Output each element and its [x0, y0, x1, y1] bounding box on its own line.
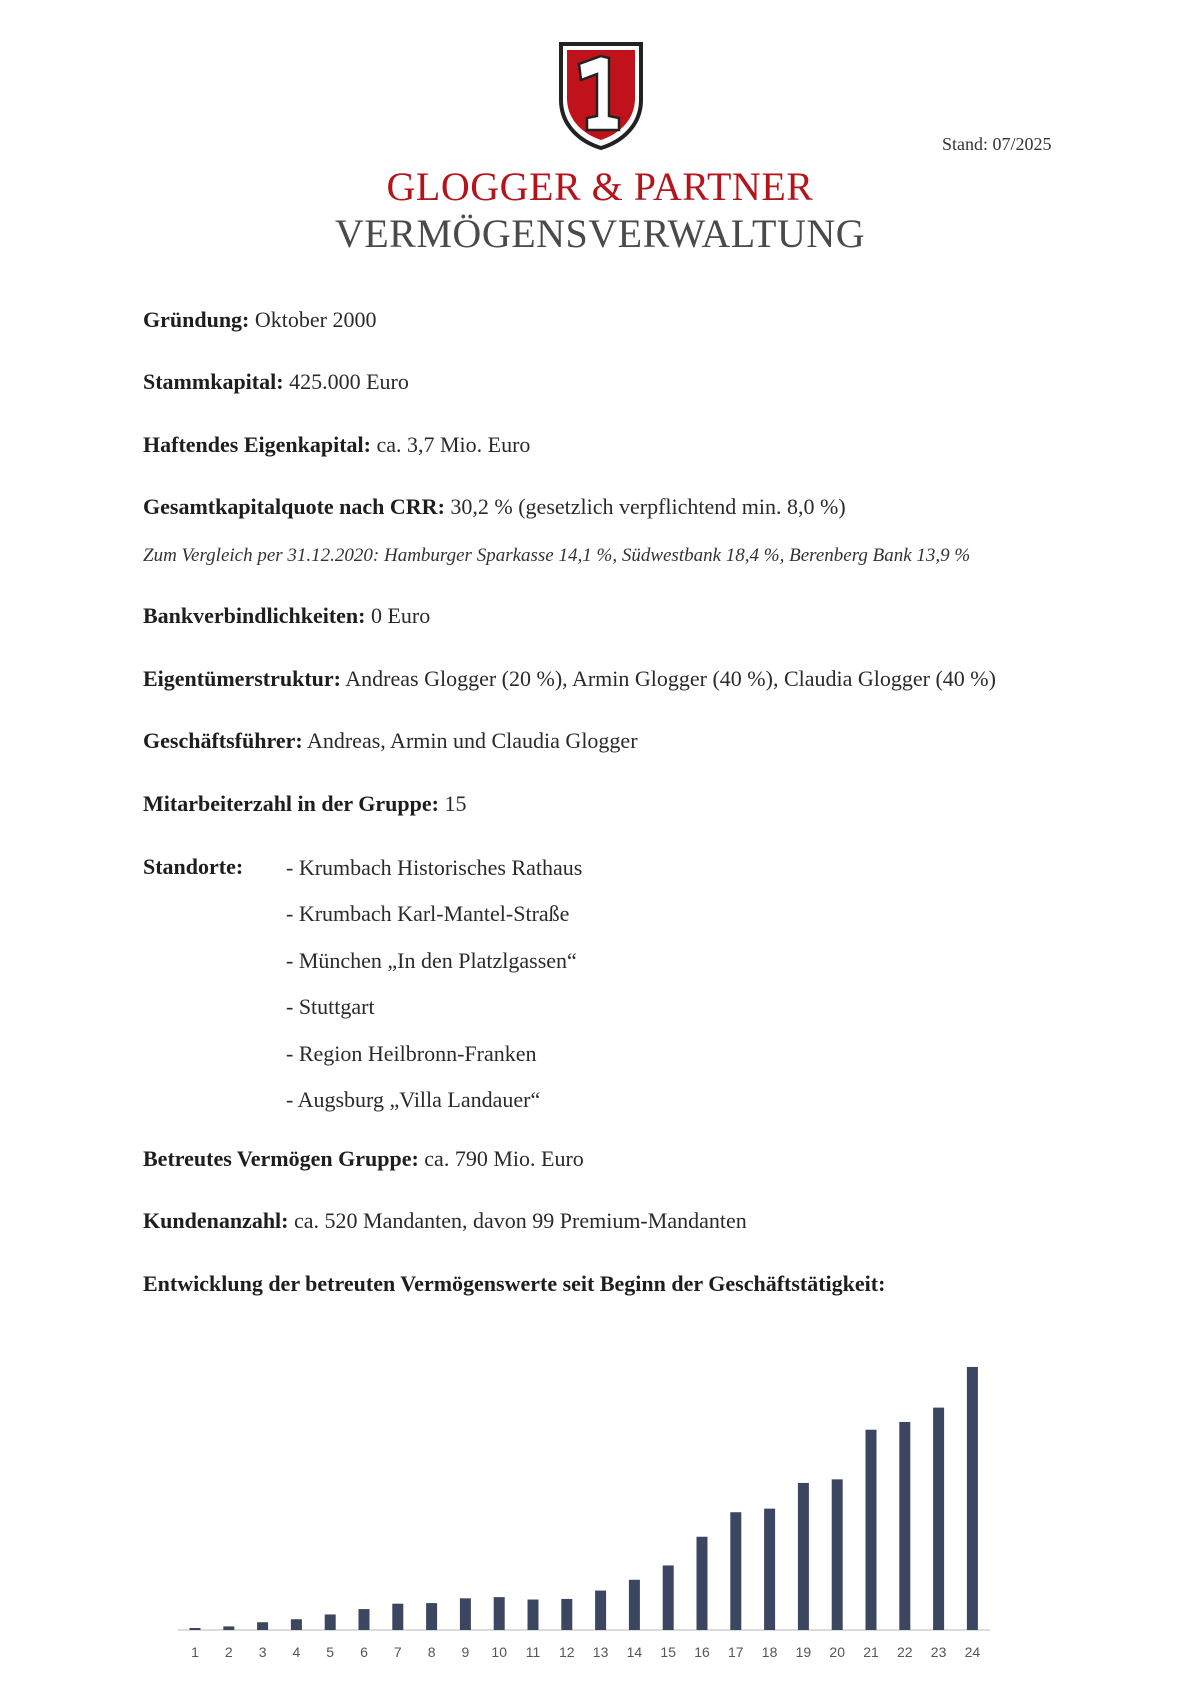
fact-stammkapital	[143, 369, 409, 395]
fact-value: ca. 3,7 Mio. Euro	[376, 432, 531, 457]
bar-10	[494, 1597, 505, 1630]
fact-label: Stammkapital:	[143, 369, 284, 394]
bar-5	[325, 1614, 336, 1630]
fact-kapitalquote	[143, 494, 846, 520]
bar-16	[697, 1537, 708, 1630]
fact-label: Eigentümerstruktur:	[143, 666, 341, 691]
fact-value: 15	[444, 791, 467, 816]
shield-logo-icon	[555, 38, 647, 150]
x-tick-label: 3	[258, 1644, 267, 1660]
bar-24	[967, 1367, 978, 1630]
x-tick-label: 15	[660, 1644, 676, 1660]
fact-value: ca. 520 Mandanten, davon 99 Premium-Mandanten	[294, 1208, 747, 1233]
x-tick-label: 11	[525, 1644, 541, 1660]
bar-12	[561, 1599, 572, 1630]
bar-8	[426, 1603, 437, 1630]
x-tick-label: 10	[491, 1644, 507, 1660]
assets-bar-chart	[170, 1345, 1010, 1675]
list-item: - Krumbach Karl-Mantel-Straße	[286, 901, 570, 927]
fact-mitarbeiter	[143, 791, 466, 817]
x-tick-label: 7	[393, 1644, 402, 1660]
x-tick-label: 8	[427, 1644, 436, 1660]
bar-9	[460, 1598, 471, 1630]
bar-4	[291, 1619, 302, 1630]
fact-label: Kundenanzahl:	[143, 1208, 289, 1233]
bar-3	[257, 1622, 268, 1630]
x-tick-label: 16	[694, 1644, 710, 1660]
list-item: - Krumbach Historisches Rathaus	[286, 855, 583, 880]
bar-18	[764, 1509, 775, 1630]
fact-eigenkapital	[143, 432, 530, 458]
x-tick-label: 22	[897, 1644, 913, 1660]
fact-value: Andreas, Armin und Claudia Glogger	[306, 728, 638, 753]
fact-label: Geschäftsführer:	[143, 728, 303, 753]
x-tick-label: 21	[863, 1644, 879, 1660]
fact-label: Gesamtkapitalquote nach CRR:	[143, 494, 445, 519]
fact-value: 0 Euro	[370, 603, 431, 628]
chart-title: Entwicklung der betreuten Vermögenswerte seit Beginn der Geschäftstätigkeit:	[143, 1271, 886, 1296]
brand-subtitle: VERMÖGENSVERWALTUNG	[334, 211, 866, 256]
fact-value: Andreas Glogger (20 %), Armin Glogger (40 %), Claudia Glogger (40 %)	[345, 666, 996, 691]
bar-2	[223, 1626, 234, 1630]
x-tick-label: 2	[224, 1644, 233, 1660]
x-tick-label: 9	[461, 1644, 470, 1660]
x-tick-label: 1	[191, 1644, 199, 1660]
fact-value: 30,2 % (gesetzlich verpflichtend min. 8,0 %)	[450, 494, 846, 519]
fact-value: ca. 790 Mio. Euro	[424, 1146, 584, 1171]
fact-value: Oktober 2000	[254, 307, 377, 332]
bar-21	[866, 1430, 877, 1630]
fact-kundenanzahl	[143, 1208, 747, 1234]
fact-label: Haftendes Eigenkapital:	[143, 432, 371, 457]
bar-22	[899, 1422, 910, 1630]
fact-label: Mitarbeiterzahl in der Gruppe:	[143, 791, 439, 816]
standorte-label: Standorte:	[143, 854, 244, 879]
fact-label: Gründung:	[143, 307, 250, 332]
x-tick-label: 23	[930, 1644, 947, 1660]
list-item: - Augsburg „Villa Landauer“	[286, 1086, 541, 1112]
comparison-note: Zum Vergleich per 31.12.2020: Hamburger Sparkasse 14,1 %, Südwestbank 18,4 %, Berenberg Bank 13,9 %	[143, 545, 971, 566]
bar-14	[629, 1580, 640, 1630]
x-tick-label: 13	[592, 1644, 609, 1660]
x-tick-label: 20	[829, 1644, 845, 1660]
list-item: - München „In den Platzlgassen“	[286, 947, 577, 973]
bar-11	[528, 1600, 539, 1630]
bar-7	[392, 1604, 403, 1630]
bar-20	[832, 1479, 843, 1630]
x-tick-label: 19	[795, 1644, 812, 1660]
fact-value: 425.000 Euro	[289, 369, 409, 394]
fact-vermoegen	[143, 1146, 584, 1172]
bar-23	[933, 1408, 944, 1630]
fact-geschaeftsfuehrer	[143, 728, 638, 754]
list-item: - Region Heilbronn-Franken	[286, 1040, 537, 1066]
brand-name: GLOGGER & PARTNER	[386, 164, 814, 209]
bar-17	[730, 1512, 741, 1630]
bar-6	[359, 1609, 370, 1630]
x-tick-label: 12	[559, 1644, 575, 1660]
list-item: - Stuttgart	[286, 994, 375, 1020]
x-tick-label: 6	[360, 1644, 368, 1660]
bar-19	[798, 1483, 809, 1630]
stand-date: Stand: 07/2025	[942, 134, 1052, 154]
x-tick-label: 5	[326, 1644, 335, 1660]
fact-eigentuemer	[143, 666, 996, 692]
x-tick-label: 14	[626, 1644, 643, 1660]
fact-bankverbindlichkeiten	[143, 603, 430, 629]
bar-15	[663, 1565, 674, 1630]
standorte-list	[286, 854, 582, 1132]
fact-label: Bankverbindlichkeiten:	[143, 603, 366, 628]
x-tick-label: 24	[964, 1644, 981, 1660]
x-tick-label: 4	[292, 1644, 301, 1660]
x-tick-label: 18	[761, 1644, 778, 1660]
fact-gruendung	[143, 307, 376, 333]
bar-13	[595, 1591, 606, 1630]
fact-label: Betreutes Vermögen Gruppe:	[143, 1146, 419, 1171]
bar-1	[190, 1628, 201, 1630]
x-tick-label: 17	[728, 1644, 744, 1660]
